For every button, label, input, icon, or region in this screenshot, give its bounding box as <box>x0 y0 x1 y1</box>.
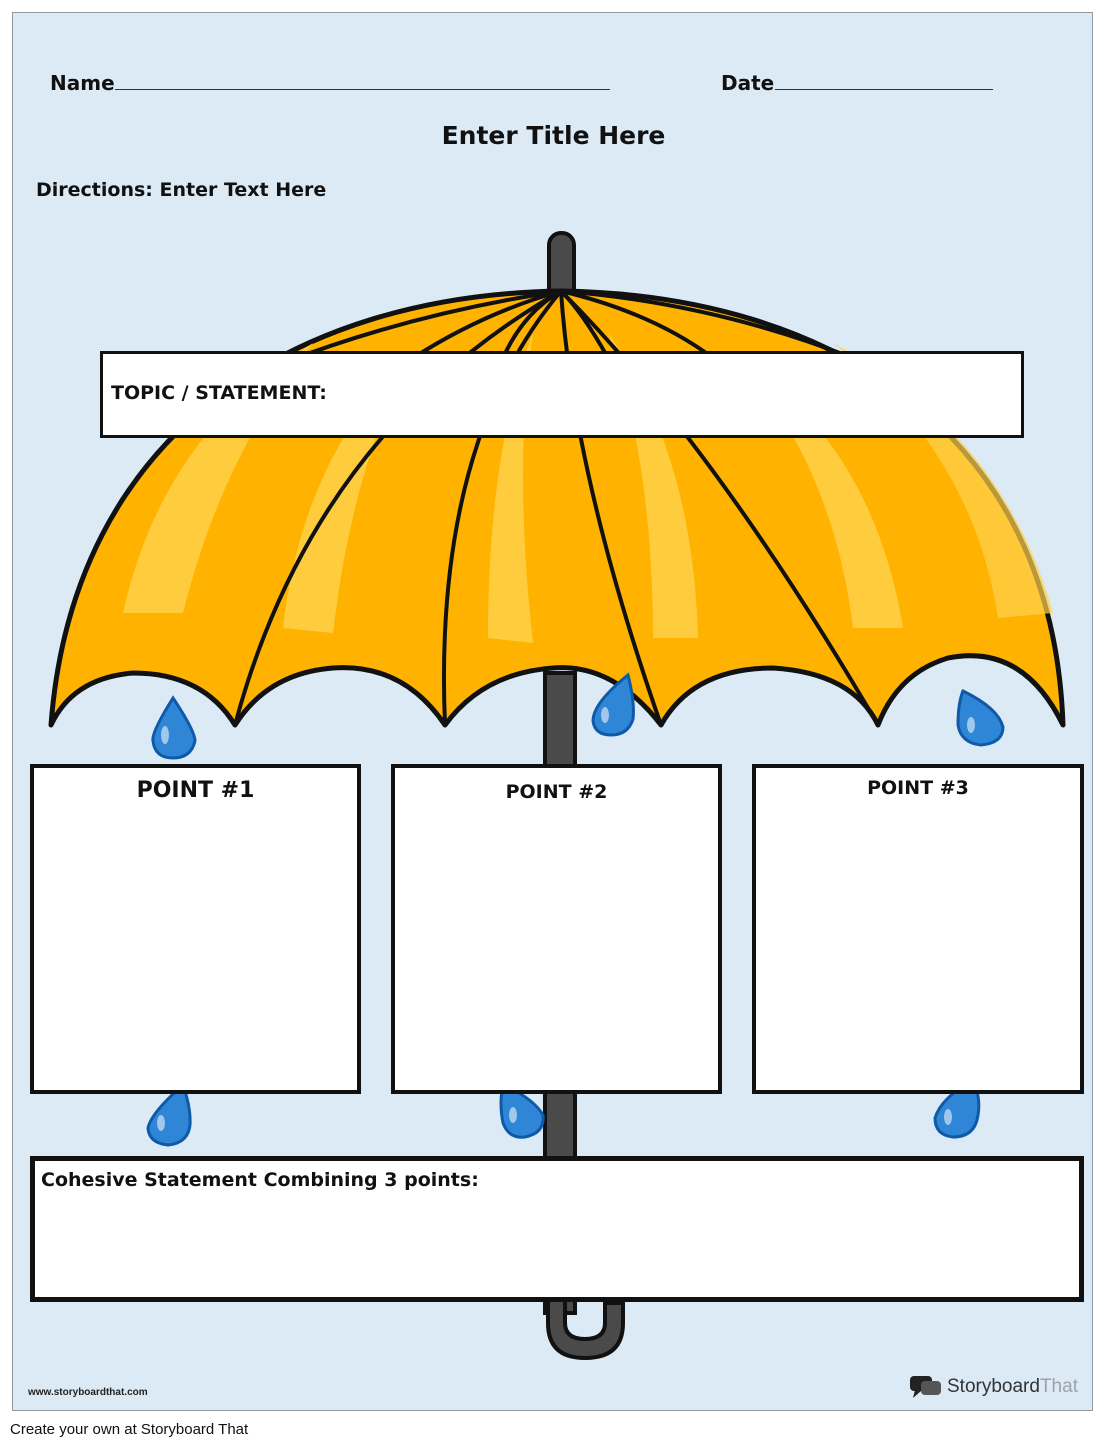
point-3-label: POINT #3 <box>867 777 969 799</box>
page-title[interactable]: Enter Title Here <box>441 121 666 150</box>
date-label: Date <box>721 71 775 95</box>
create-your-own-link[interactable]: Create your own at Storyboard That <box>10 1421 249 1438</box>
topic-statement-box[interactable] <box>100 351 1024 438</box>
directions-text[interactable]: Directions: Enter Text Here <box>36 179 327 201</box>
point-2-box[interactable] <box>391 764 722 1094</box>
worksheet-page <box>12 12 1093 1411</box>
storyboardthat-logo <box>909 1374 1078 1400</box>
point-1-box[interactable] <box>30 764 361 1094</box>
point-3-box[interactable] <box>752 764 1084 1094</box>
cohesive-statement-label: Cohesive Statement Combining 3 points: <box>41 1169 479 1191</box>
speech-bubbles-icon <box>909 1374 943 1400</box>
date-line[interactable] <box>775 89 993 90</box>
cohesive-statement-box[interactable] <box>30 1156 1084 1302</box>
footer-url: www.storyboardthat.com <box>28 1387 148 1398</box>
brand-part2: That <box>1039 1376 1078 1397</box>
point-1-label: POINT #1 <box>136 778 255 803</box>
brand-part1: Storyboard <box>947 1376 1040 1397</box>
point-2-label: POINT #2 <box>505 781 608 803</box>
name-line[interactable] <box>115 89 610 90</box>
name-label: Name <box>50 71 115 95</box>
topic-statement-label: TOPIC / STATEMENT: <box>111 382 327 404</box>
